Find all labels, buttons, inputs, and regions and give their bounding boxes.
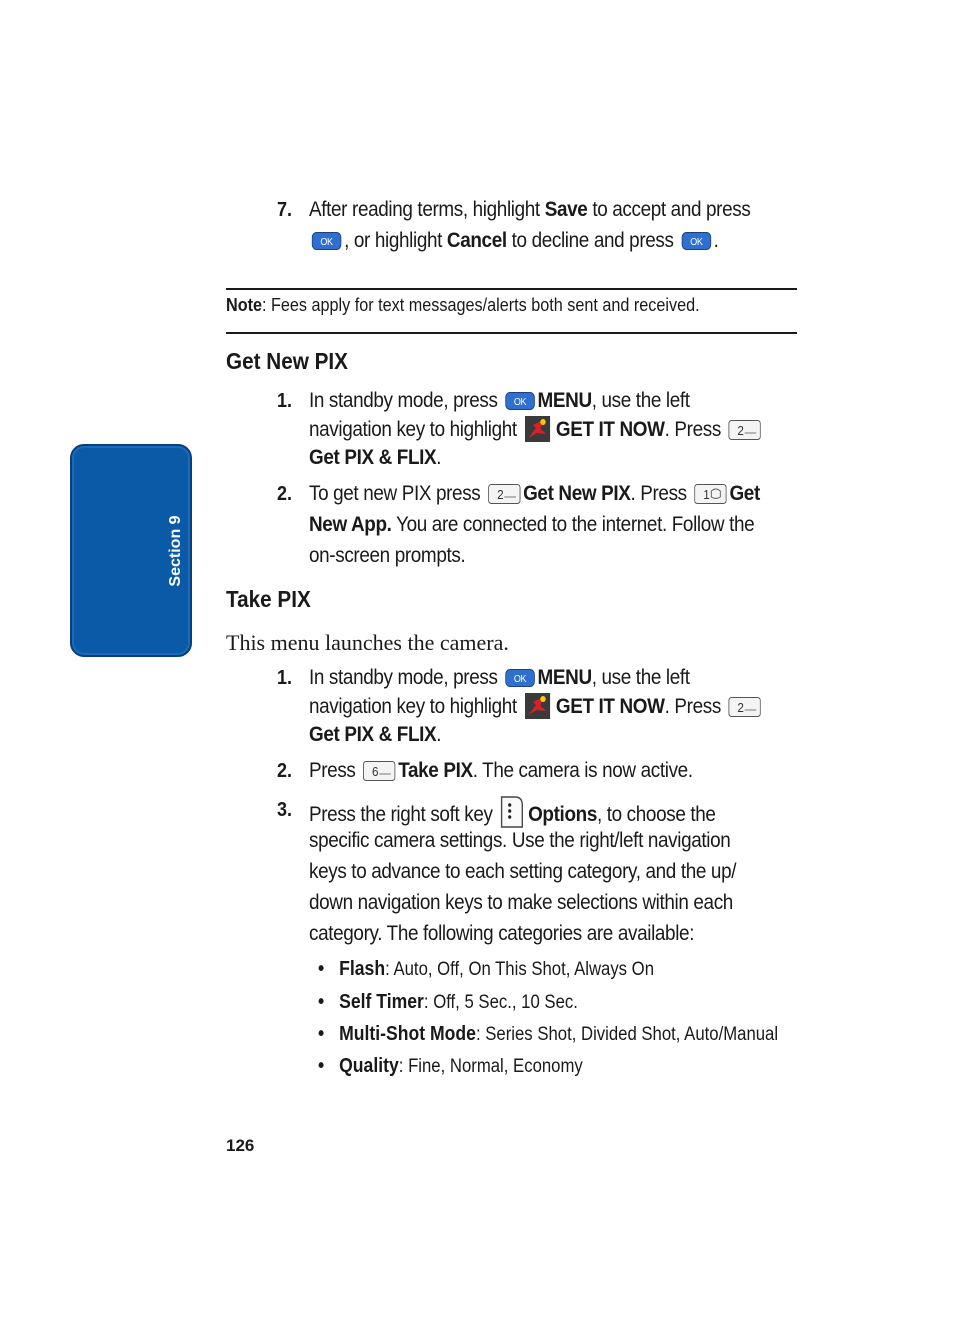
- get-it-now-icon: [525, 416, 550, 442]
- page-number: 126: [226, 1136, 255, 1155]
- step-line: navigation key to highlight GET IT NOW. Press 2: [309, 692, 764, 722]
- get-it-now-icon: [525, 693, 550, 719]
- svg-text:OK: OK: [320, 236, 333, 249]
- ok-key-icon: [312, 232, 342, 250]
- step-number: 1.: [277, 390, 293, 412]
- step-number: 2.: [277, 760, 293, 782]
- step-line: keys to advance to each setting category, and the up/: [309, 860, 737, 883]
- svg-text:1: 1: [703, 487, 710, 503]
- step-line: specific camera settings. Use the right/left navigation: [309, 829, 731, 852]
- section-heading: Get New PIX: [226, 348, 348, 374]
- svg-text:OK: OK: [513, 396, 527, 409]
- step7-line2: OK , or highlight Cancel to decline and press OK .: [309, 226, 718, 256]
- svg-text:2: 2: [737, 700, 744, 716]
- right-soft-key-icon: [499, 795, 524, 829]
- step-line: category. The following categories are available:: [309, 922, 695, 945]
- one-key-icon: [694, 484, 726, 504]
- ok-key-icon: [505, 392, 535, 410]
- step-number: 7.: [277, 199, 293, 221]
- section-heading: Take PIX: [226, 586, 311, 612]
- step-line: on-screen prompts.: [309, 544, 466, 567]
- step-line: Press 6 Take PIX. The camera is now active.: [309, 759, 693, 782]
- svg-text:OK: OK: [689, 236, 703, 249]
- svg-text:6: 6: [372, 764, 379, 780]
- intro-text: This menu launches the camera.: [226, 630, 509, 655]
- step-line: Get PIX & FLIX.: [309, 723, 442, 746]
- two-key-icon: [729, 420, 761, 440]
- ok-key-icon: [681, 232, 711, 250]
- step-line: navigation key to highlight GET IT NOW. Press 2: [309, 415, 764, 445]
- step-line: down navigation keys to make selections within each: [309, 891, 733, 914]
- divider: [226, 288, 797, 290]
- step-line: New App. You are connected to the internet. Follow the: [309, 513, 755, 536]
- step-line: Get PIX & FLIX.: [309, 446, 442, 469]
- divider: [226, 332, 797, 334]
- step-line: To get new PIX press 2 Get New PIX. Press 1 Get: [309, 482, 760, 505]
- svg-text:2: 2: [496, 487, 504, 503]
- section-tab-label: Section 9: [167, 515, 184, 587]
- step-number: 2.: [277, 483, 293, 505]
- step-line: Press the right soft key Options, to choose the: [309, 795, 716, 830]
- ok-key-icon: [505, 669, 535, 687]
- list-item: • Multi-Shot Mode: Series Shot, Divided Shot, Auto/Manual: [318, 1023, 779, 1045]
- step-line: In standby mode, press OK MENU, use the left: [309, 389, 690, 412]
- svg-text:OK: OK: [513, 673, 527, 686]
- step-line: In standby mode, press OK MENU, use the left: [309, 666, 690, 689]
- two-key-icon: [488, 484, 520, 504]
- list-item: • Self Timer: Off, 5 Sec., 10 Sec.: [318, 991, 578, 1013]
- list-item: • Flash: Auto, Off, On This Shot, Always On: [318, 958, 654, 980]
- step-number: 1.: [277, 667, 293, 689]
- svg-text:2: 2: [737, 423, 744, 439]
- six-key-icon: [363, 761, 395, 781]
- two-key-icon: [729, 697, 761, 717]
- list-item: • Quality: Fine, Normal, Economy: [318, 1055, 583, 1077]
- step7-line1: After reading terms, highlight Save to accept and press: [309, 198, 751, 221]
- note: Note: Fees apply for text messages/alerts both sent and received.: [226, 295, 700, 315]
- step-number: 3.: [277, 799, 293, 821]
